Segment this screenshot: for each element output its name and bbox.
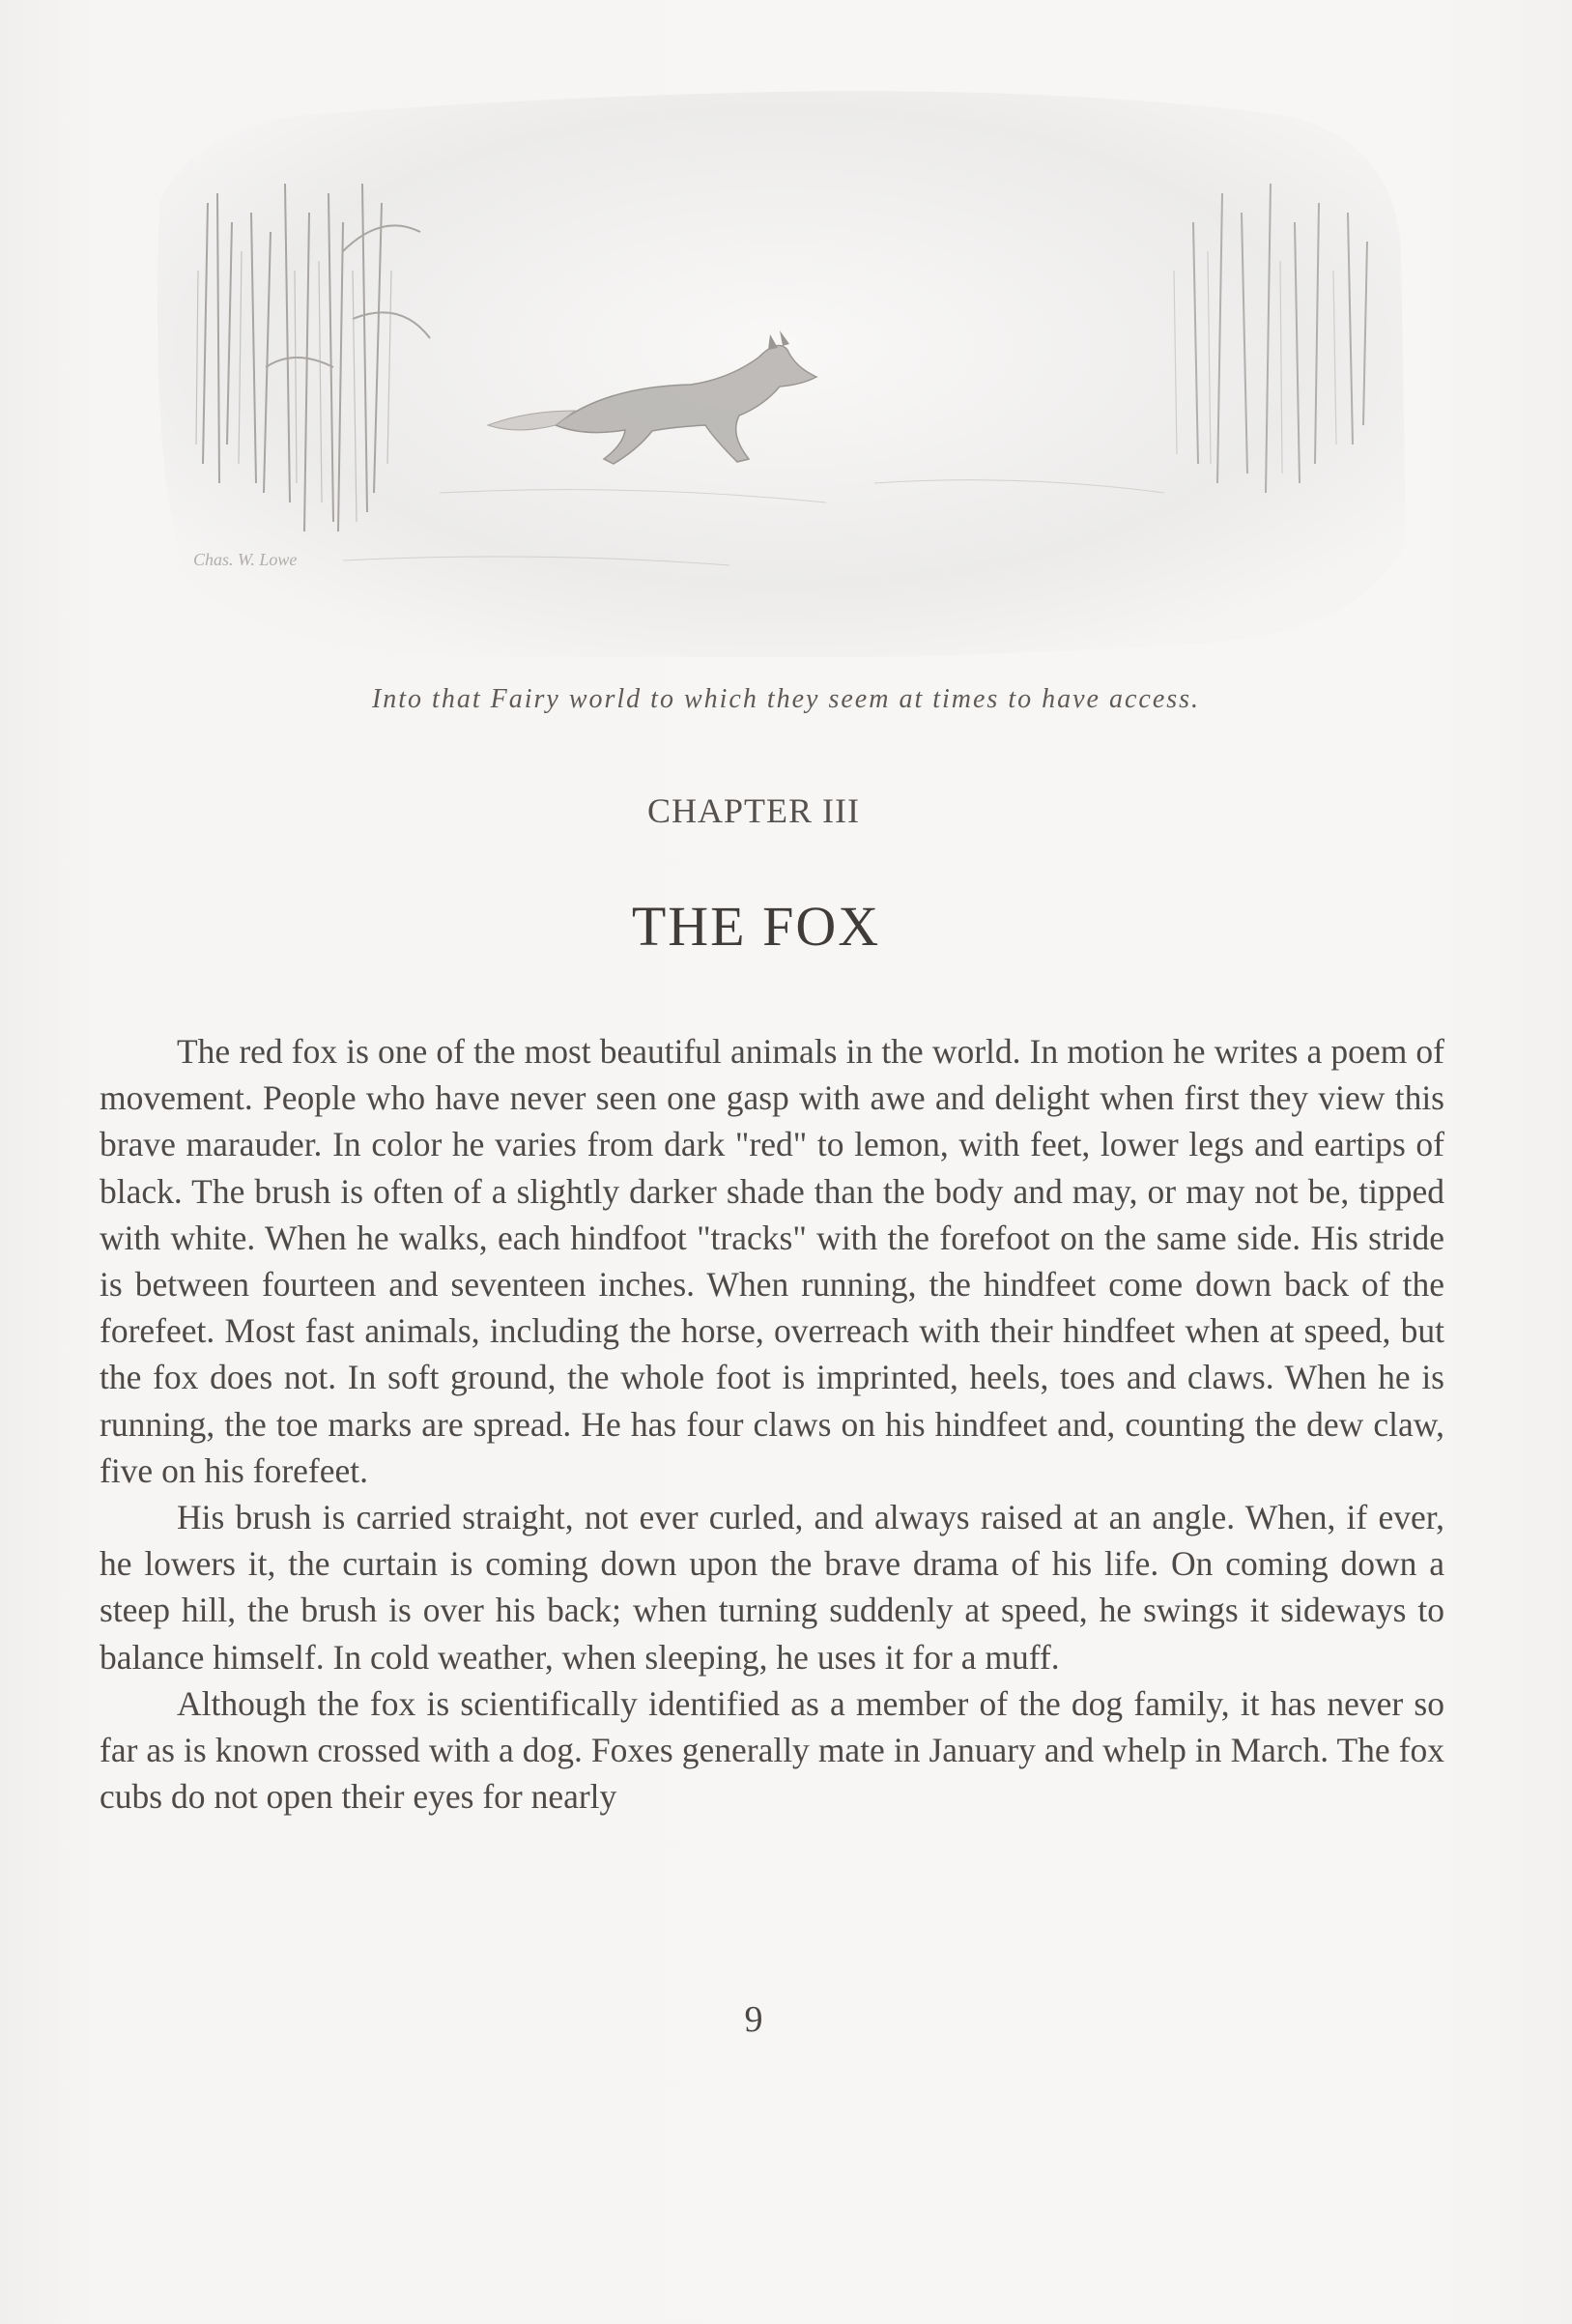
fox-illustration — [150, 77, 1406, 657]
paragraph: The red fox is one of the most beautiful animals in the world. In motion he writes a poem of movement. People who have never seen one gasp with awe and delight when first they view this brave marauder. In color he varies from dark "red" to lemon, with feet, lower legs and eartips of black. The brush is often of a slightly darker shade than the body and may, or may not be, tipped with white. When he walks, each hindfoot "tracks" with the forefoot on the same side. His stride is between fourteen and seventeen inches. When running, the hindfeet come down back of the forefeet. Most fast animals, including the horse, overreach with their hindfeet when at speed, but the fox does not. In soft ground, the whole foot is imprinted, heels, toes and claws. When he is running, the toe marks are spread. He has four claws on his hindfeet and, counting the dew claw, five on his forefeet. — [100, 1032, 1444, 1490]
chapter-body — [100, 1028, 1444, 1820]
paragraph: Although the fox is scientifically identified as a member of the dog family, it has never so far as is known crossed with a dog. Foxes generally mate in January and whelp in March. The fox cubs do not open their eyes for nearly — [100, 1683, 1444, 1817]
chapter-title: THE FOX — [631, 895, 881, 958]
fox-sketch-svg — [150, 77, 1406, 657]
chapter-number: CHAPTER III — [647, 791, 860, 830]
page-number: 9 — [744, 1999, 763, 2040]
paragraph: His brush is carried straight, not ever curled, and always raised at an angle. When, if ever, he lowers it, the curtain is coming down upon the brave drama of his life. On coming down a steep hill, the brush is over his back; when turning suddenly at speed, he swings it sideways to balance himself. In cold weather, when sleeping, he uses it for a muff. — [100, 1498, 1444, 1677]
illustration-caption: Into that Fairy world to which they seem at times to have access. — [371, 684, 1201, 714]
artist-signature: Chas. W. Lowe — [193, 550, 298, 569]
